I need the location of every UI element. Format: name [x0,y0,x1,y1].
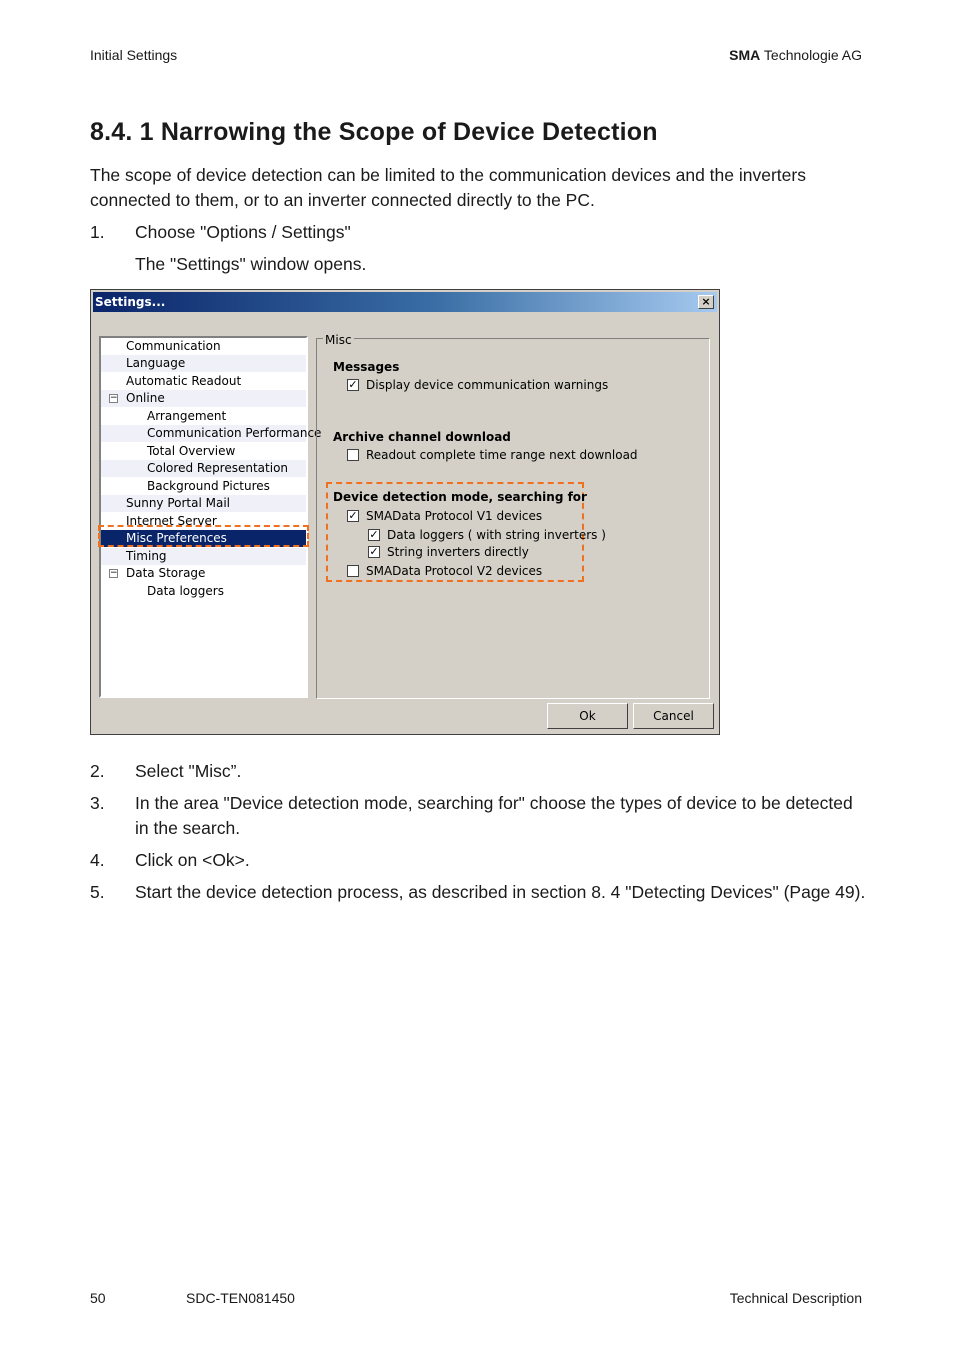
header-section: Initial Settings [90,47,178,63]
footer-page-number: 50 [90,1290,106,1306]
step-text: Start the device detection process, as described in section 8. 4 "Detecting Devices" (Page 49). [135,882,866,902]
tree-item-timing[interactable] [101,548,306,565]
step-number: 5. [90,882,105,902]
header-company [729,47,862,63]
tree-item-sunny-portal-mail[interactable] [101,495,306,512]
v1-devices-label: SMAData Protocol V1 devices [366,509,543,523]
settings-dialog [90,289,720,735]
tree-item-label: Automatic Readout [126,374,242,388]
close-icon[interactable]: × [698,295,714,309]
collapse-icon[interactable]: − [110,568,118,578]
step-text: Select "Misc”. [135,761,242,781]
step-number: 1. [90,222,105,242]
tree-item-label: Background Pictures [147,479,270,493]
page-title: 8.4. 1 Narrowing the Scope of Device Detection [90,118,658,146]
tree-item-communication-performance[interactable] [101,425,322,442]
detection-heading: Device detection mode, searching for [333,490,587,504]
readout-complete-checkbox[interactable] [347,449,359,461]
tree-item-language[interactable] [101,355,306,372]
tree-item-data-loggers[interactable] [101,583,306,600]
tree-item-label: Communication [126,339,221,353]
tree-item-label: Language [126,356,186,370]
footer-doc-id: SDC-TEN081450 [186,1290,295,1306]
tree-item-label: Total Overview [147,444,236,458]
tree-item-label: Data loggers [147,584,224,598]
tree-item-total-overview[interactable] [101,443,306,460]
v2-devices-checkbox[interactable] [347,565,359,577]
dialog-titlebar[interactable] [93,292,717,312]
data-loggers-label: Data loggers ( with string inverters ) [387,528,606,542]
v2-devices-label: SMAData Protocol V2 devices [366,564,543,578]
string-inverters-label: String inverters directly [387,545,529,559]
readout-complete-label: Readout complete time range next download [366,448,638,462]
footer-doc-type: Technical Description [729,1290,862,1306]
step-number: 3. [90,793,105,813]
step-text: Click on <Ok>. [135,850,250,870]
tree-item-label: Arrangement [147,409,227,423]
tree-item-automatic-readout[interactable] [101,373,306,390]
tree-item-label: Internet Server [126,514,217,528]
settings-tree[interactable] [99,336,322,698]
step-text: Choose "Options / Settings" [135,222,351,242]
messages-heading: Messages [333,360,400,374]
dialog-title: Settings... [95,295,166,309]
intro-paragraph: The scope of device detection can be limited to the communication devices and the inverters connected to them, or to an inverter connected directly to the PC. [90,165,806,210]
step-text: In the area "Device detection mode, searching for" choose the types of device to be detected in the search. [135,793,853,838]
company-rest: Technologie AG [760,47,862,63]
tree-item-label: Communication Performance [147,426,322,440]
step-result-text: The "Settings" window opens. [135,254,367,274]
string-inverters-checkbox[interactable]: ✓ [369,545,379,558]
archive-heading: Archive channel download [333,430,511,444]
highlight-misc-preferences [98,525,309,547]
tree-item-label: Online [126,391,165,405]
v1-devices-checkbox[interactable]: ✓ [348,509,358,522]
step-number: 4. [90,850,105,870]
tree-item-label: Misc Preferences [126,531,227,545]
tree-item-arrangement[interactable] [101,408,306,425]
data-loggers-checkbox[interactable]: ✓ [369,528,379,541]
tree-item-label: Timing [126,549,167,563]
display-warnings-checkbox[interactable]: ✓ [348,378,358,391]
collapse-icon[interactable]: − [110,393,118,403]
tree-item-label: Colored Representation [147,461,289,475]
tree-item-online[interactable] [101,390,306,407]
panel-title: Misc [325,333,352,347]
step-number: 2. [90,761,105,781]
tree-item-label: Data Storage [126,566,206,580]
tree-item-data-storage[interactable] [101,565,306,582]
tree-item-communication[interactable] [101,338,306,355]
ok-button[interactable]: Ok [547,703,628,729]
tree-item-colored-representation[interactable] [101,460,306,477]
tree-item-label: Sunny Portal Mail [126,496,231,510]
cancel-button[interactable]: Cancel [633,703,714,729]
display-warnings-label: Display device communication warnings [366,378,609,392]
tree-item-background-pictures[interactable] [101,478,306,495]
company-bold: SMA [729,47,761,63]
